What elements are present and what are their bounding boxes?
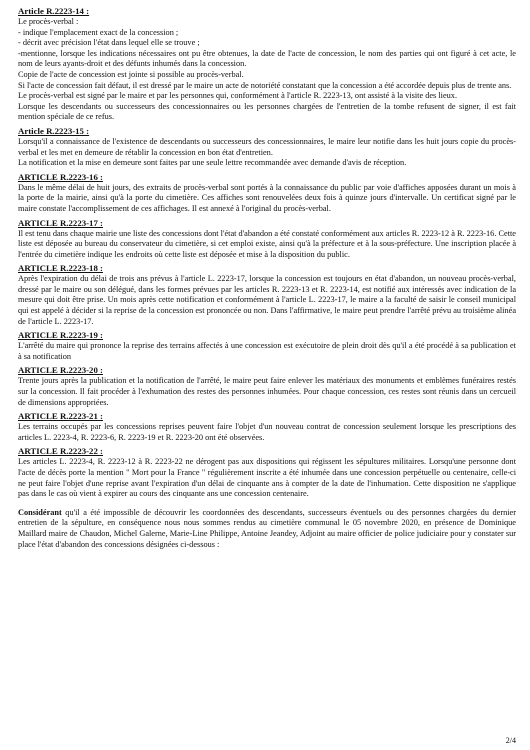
page-number: 2/4 (505, 736, 516, 745)
article-r2223-16 (18, 172, 516, 215)
article-line: La notification et la mise en demeure sont faites par une seule lettre recommandée avec demande d'avis de réception. (18, 158, 407, 168)
article-r2223-17 (18, 218, 516, 261)
article-heading: ARTICLE R.2223-16 : (18, 171, 103, 182)
article-line: Trente jours après la publication et la notification de l'arrêté, le maire peut faire enlever les matériaux des monuments et emblèmes funéraires restés sur la concession. Il fait procéder à l'exhumation des restes des personnes inhumées. Pour chaque concession, ces restes sont réunis dans un cercueil de dimensions appropriées. (18, 376, 516, 407)
considerant-paragraph (18, 508, 516, 550)
article-line: Après l'expiration du délai de trois ans prévus à l'article L. 2223-17, lorsque la concession est toujours en état d'abandon, un nouveau procès-verbal, dressé par le maire ou son délégué, dans les formes prévues par les articles R. 2223-13 et R. 2223-14, est notifié aux intéressés avec indication de la mesure qui doit être prise. Un mois après cette notification et conformément à l'article L. 2223-17, le maire a la faculté de saisir le conseil municipal qui est appelé à décider si la reprise de la concession est prononcée ou non. Dans l'affirmative, le maire peut prendre l'arrêté prévu au troisième alinéa de l'article L. 2223-17. (18, 274, 516, 326)
article-heading: ARTICLE R.2223-18 : (18, 263, 103, 274)
article-line: Le procès-verbal : (18, 17, 79, 26)
article-heading: ARTICLE R.2223-17 : (18, 217, 103, 228)
article-line: L'arrêté du maire qui prononce la reprise des terrains affectés à une concession est exécutoire de plein droit dès qu'il a été procédé à sa publication et à sa notification (18, 341, 516, 361)
article-line: Lorsque les descendants ou successeurs des concessionnaires ou les personnes chargées de l'entretien de la tombe refusent de signer, il est fait mention spéciale de ce refus. (18, 101, 516, 122)
document-page (18, 6, 516, 553)
article-line: - indique l'emplacement exact de la concession ; (18, 27, 179, 37)
article-line: Le procès-verbal est signé par le maire et par les personnes qui, conformément à l'article R. 2223-13, ont assisté à la visite des lieux. (18, 91, 458, 101)
considerant-label: Considérant (18, 507, 62, 517)
article-line: - décrit avec précision l'état dans lequel elle se trouve ; (18, 38, 200, 48)
article-line: Copie de l'acte de concession est jointe si possible au procès-verbal. (18, 69, 244, 79)
article-line: -mentionne, lorsque les indications nécessaires ont pu être obtenues, la date de l'acte de concession, le nom des parties qui ont figuré à cet acte, le nom de leurs ayants-droit et des défunts inhumés dans la concession. (18, 48, 516, 69)
article-heading: ARTICLE R.2223-21 : (18, 411, 103, 422)
article-r2223-21 (18, 411, 516, 443)
article-line: Il est tenu dans chaque mairie une liste des concessions dont l'état d'abandon a été constaté conformément aux articles R. 2223-12 à R. 2223-16. Cette liste est déposée au bureau du conservateur du cimetière, si cet emploi existe, ainsi qu'à la préfecture et à la sous-préfecture. Une inscription placée à l'entrée du cimetière indique les endroits où cette liste est déposée et mise à la disposition du public. (18, 228, 516, 259)
article-heading: ARTICLE R.2223-22 : (18, 446, 103, 457)
considerant-body: qu'il a été impossible de découvrir les coordonnées des descendants, successeurs éventuels ou des personnes chargées du dernier entretien de la sépulture, en conséquence nous nous sommes rendus au cimetière communal le 05 novembre 2020, en présence de Dominique Maillard maire de Chaudon, Michel Galerne, Marie-Line Philippe, Antoine Jeandey, Adjoint au maire officier de police judiciaire pour y constater sur place l'état d'abandon des concessions désignées ci-dessous : (18, 507, 516, 549)
article-line: Les articles L. 2223-4, R. 2223-12 à R. 2223-22 ne dérogent pas aux dispositions qui régissent les sépultures militaires. Lorsqu'une personne dont l'acte de décès porte la mention " Mort pour la France " régulièrement inscrite a été inhumée dans une concession perpétuelle ou centenaire, celle-ci ne peut faire l'objet d'une reprise avant l'expiration d'un délai de cinquante ans à compter de la date de l'inhumation. Cette disposition ne s'applique pas dans le cas où vient à expirer au cours des cinquante ans une concession centenaire. (18, 457, 516, 499)
article-heading: Article R.2223-14 : (18, 6, 90, 16)
article-line: Dans le même délai de huit jours, des extraits de procès-verbal sont portés à la connaissance du public par voie d'affiches apposées durant un mois à la porte de la mairie, ainsi qu'à la porte du cimetière. Ces affiches sont renouvelées deux fois à quinze jours d'intervalle. Un certificat signé par le maire constate l'accomplissement de ces affichages. Il est annexé à l'original du procès-verbal. (18, 182, 516, 213)
article-r2223-14 (18, 6, 516, 123)
article-heading: ARTICLE R.2223-19 : (18, 330, 103, 341)
article-line: Lorsqu'il a connaissance de l'existence de descendants ou successeurs des concessionnaires, le maire leur notifie dans les huit jours copie du procès-verbal et les met en demeure de rétablir la concession en bon état d'entretien. (18, 136, 516, 157)
article-r2223-22 (18, 446, 516, 499)
article-r2223-20 (18, 365, 516, 408)
article-line: Si l'acte de concession fait défaut, il est dressé par le maire un acte de notoriété constatant que la concession a été accordée depuis plus de trente ans. (18, 80, 512, 90)
article-line: Les terrains occupés par les concessions reprises peuvent faire l'objet d'un nouveau contrat de concession seulement lorsque les prescriptions des articles L. 2223-4, R. 2223-6, R. 2223-19 et R. 2223-20 ont été observées. (18, 422, 516, 442)
article-r2223-15 (18, 126, 516, 169)
article-r2223-19 (18, 330, 516, 362)
article-heading: Article R.2223-15 : (18, 125, 90, 136)
article-r2223-18 (18, 263, 516, 327)
article-heading: ARTICLE R.2223-20 : (18, 365, 103, 376)
considerant-text (18, 508, 516, 550)
